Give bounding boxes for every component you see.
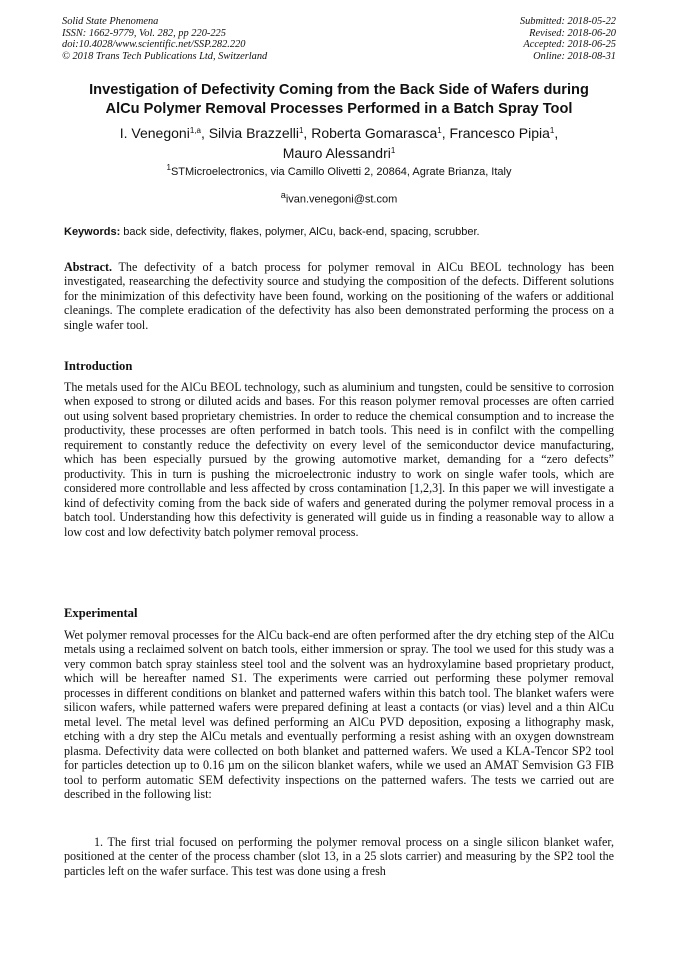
title-line-1: Investigation of Defectivity Coming from the Back Side of Wafers during [89, 82, 589, 98]
author-separator: , [200, 125, 209, 141]
author-affiliation-mark: 1 [390, 146, 396, 155]
title-line-2: AlCu Polymer Removal Processes Performed in a Batch Spray Tool [105, 101, 573, 117]
revised-date: Revised: 2018-06-20 [529, 27, 616, 39]
author-separator: , [303, 125, 312, 141]
author-separator: , [554, 125, 559, 141]
author-name: Silvia Brazzelli [208, 125, 299, 141]
keywords-label: Keywords: [64, 226, 121, 238]
section-heading-introduction: Introduction [64, 359, 133, 373]
author-name: Mauro Alessandri [282, 145, 391, 161]
affiliation-text: STMicroelectronics, via Camillo Olivetti 2, 20864, Agrate Brianza, Italy [170, 166, 512, 178]
doi-line: doi:10.4028/www.scientific.net/SSP.282.220 [62, 39, 246, 51]
email-address[interactable]: ivan.venegoni@st.com [285, 193, 398, 206]
abstract-text: The defectivity of a batch process for polymer removal in AlCu BEOL technology has been investigated, reasearching the defectivity source and studying the composition of the defects. Different solutions for the minimization of this defectivity have been found, working on the positioning of the wafers or additional cleanings. The complete eradication of the defectivity has also been demonstrated performing the process on a single wafer tool. [64, 260, 614, 332]
publication-dates [520, 16, 616, 62]
author-affiliation-mark: 1 [437, 126, 442, 135]
journal-info [62, 16, 267, 62]
author-affiliation-mark: 1,a [189, 126, 201, 135]
abstract-label: Abstract. [64, 260, 113, 274]
abstract [64, 260, 614, 332]
section-heading-experimental: Experimental [64, 606, 138, 620]
experimental-list-item: 1. The first trial focused on performing the polymer removal process on a single silicon blanket wafer, positioned at the center of the process chamber (slot 13, in a 25 slots carrier) and measuring by the SP2 tool the particles left on the wafer surface. This test was done using a fresh [64, 835, 614, 878]
paper-title [40, 81, 638, 119]
accepted-date: Accepted: 2018-06-25 [523, 39, 616, 51]
author-name: I. Venegoni [119, 125, 190, 141]
affiliation-mark: 1 [166, 163, 171, 172]
author-affiliation-mark: 1 [298, 126, 304, 135]
keywords [64, 225, 614, 239]
affiliation [40, 165, 638, 179]
author-affiliation-mark: 1 [549, 126, 555, 135]
journal-name: Solid State Phenomena [62, 16, 159, 27]
experimental-paragraph: Wet polymer removal processes for the AlCu back-end are often performed after the dry etching step of the AlCu metals using a reclaimed solvent on batch tools, either immersion or spray. The tool we used for this study was a very common batch spray stainless steel tool and the solvent was an hydroxylamine based proprietary product, which will be hereafter named S1. The experiments were carried out performing these polymer removal processes in different conditions on blanket and patterned wafers within this batch tool. The blanket wafers were silicon wafers, while patterned wafers were prepared defining at least a contacts (or vias) level and a thin AlCu metal level. The metal level was defined performing an AlCu PVD deposition, exposing a lithography mask, etching with a dry step the AlCu metals and eventually performing a resist ashing with an oxygen downstream plasma. Defectivity data were collected on both blanket and patterned wafers. We used a KLA-Tencor SP2 tool for particles detection up to 0.16 µm on the silicon blanket wafers, while we used an AMAT Semvision G3 FIB tool to perform automatic SEM defectivity inspections on the patterned wafers. The tests we carried out are described in the following list: [64, 628, 614, 801]
online-date: Online: 2018-08-31 [533, 50, 616, 62]
email-mark: a [280, 190, 286, 200]
contact-email [40, 188, 638, 207]
submitted-date: Submitted: 2018-05-22 [519, 16, 616, 27]
author-name: Roberta Gomarasca [311, 125, 438, 141]
copyright-line: © 2018 Trans Tech Publications Ltd, Switzerland [62, 50, 268, 62]
introduction-paragraph: The metals used for the AlCu BEOL technology, such as aluminium and tungsten, could be sensitive to corrosion when exposed to strong or diluted acids and bases. For this reason polymer removal processes are often carried out using solvent based proprietary chemistries. In order to reduce the chemical consumption and to increase the productivity, these processes are often performed in batch tools. This need is in confilct with the compelling requirement to constantly reduce the defectivity on every level of the semiconductor device manufacturing, which has been especially pursued by the growing automotive market, demanding for a “zero defects” productivity. This in turn is pushing the microelectronic industry to work on single wafer tools, which are considered more controllable and less affected by cross contamination [1,2,3]. In this paper we will investigate a kind of defectivity coming from the back side of wafers and generated during the polymer removal process in a batch tool. Understanding how this defectivity is generated will guide us in finding a reasonable way to allow a low cost and low defectivity batch polymer removal process. [64, 380, 614, 539]
author-separator: , [441, 125, 450, 141]
author-list [40, 123, 638, 163]
author-name: Francesco Pipia [449, 125, 550, 141]
keywords-text: back side, defectivity, flakes, polymer, AlCu, back-end, spacing, scrubber. [120, 226, 480, 238]
issn-line: ISSN: 1662-9779, Vol. 282, pp 220-225 [62, 27, 226, 39]
